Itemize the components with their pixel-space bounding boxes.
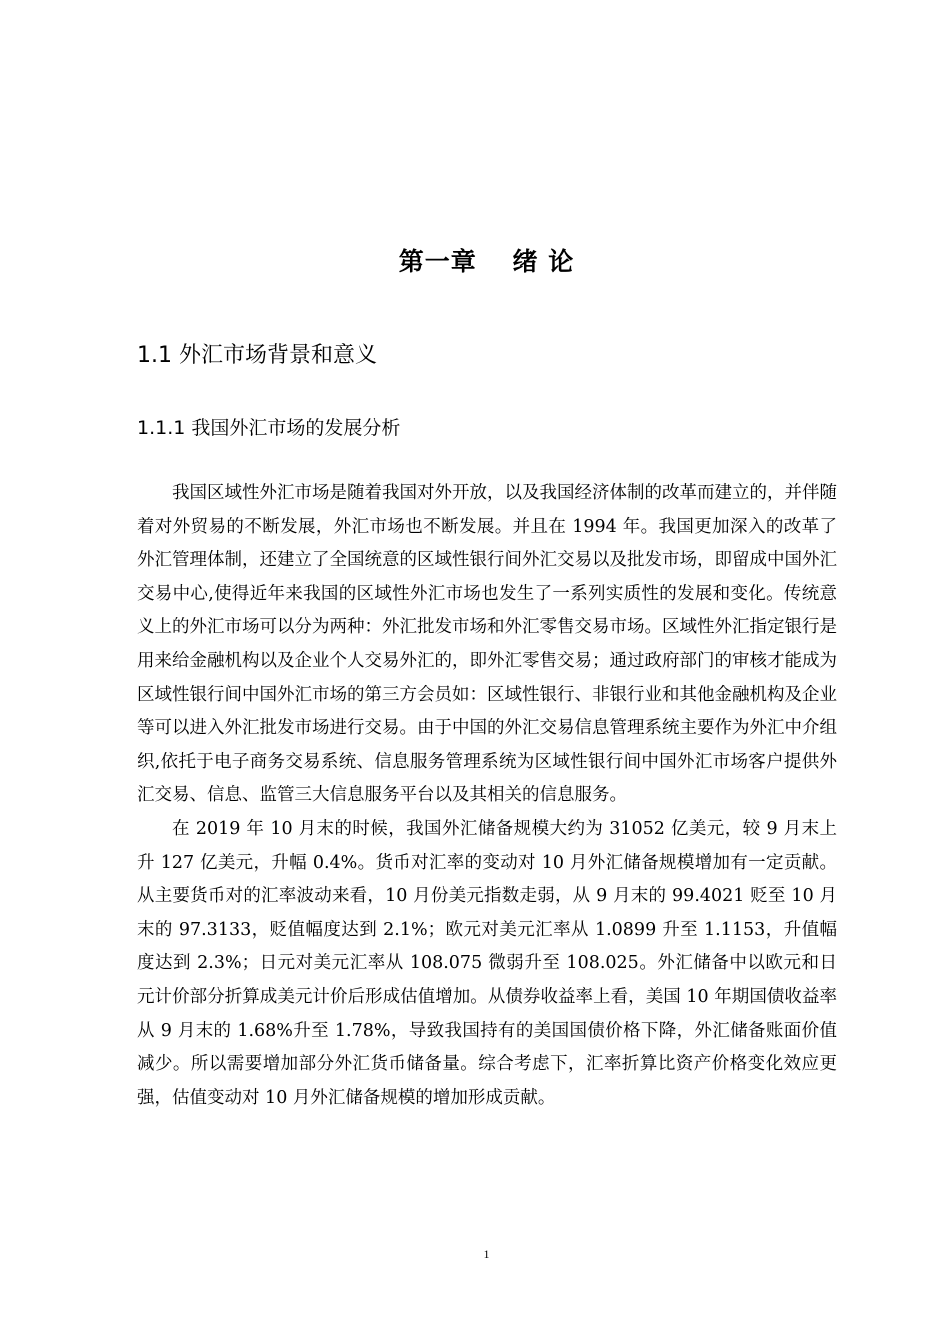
subsection-heading: 1.1.1 我国外汇市场的发展分析 — [137, 417, 401, 439]
paragraph: 我国区域性外汇市场是随着我国对外开放，以及我国经济体制的改革而建立的，并伴随着对外贸易的不断发展，外汇市场也不断发展。并且在 1994 年。我国更加深入的改革了外汇管理体制，还建立了全国统意的区域性银行间外汇交易以及批发市场，即留成中国外汇交易中心,使得近年来我国的区域性外汇市场也发生了一系列实质性的发展和变化。传统意义上的外汇市场可以分为两种：外汇批发市场和外汇零售交易市场。区域性外汇指定银行是用来给金融机构以及企业个人交易外汇的，即外汇零售交易；通过政府部门的审核才能成为区域性银行间中国外汇市场的第三方会员如：区域性银行、非银行业和其他金融机构及企业等可以进入外汇批发市场进行交易。由于中国的外汇交易信息管理系统主要作为外汇中介组织,依托于电子商务交易系统、信息服务管理系统为区域性银行间中国外汇市场客户提供外汇交易、信息、监管三大信息服务平台以及其相关的信息服务。 — [137, 483, 837, 806]
page-number: 1 — [483, 1247, 490, 1261]
body-text — [137, 477, 837, 1115]
paragraph: 在 2019 年 10 月末的时候，我国外汇储备规模大约为 31052 亿美元，较 9 月末上升 127 亿美元，升幅 0.4%。货币对汇率的变动对 10 月外汇储备规模增加有一定贡献。从主要货币对的汇率波动来看，10 月份美元指数走弱，从 9 月末的 99.4021 贬至 10 月末的 97.3133，贬值幅度达到 2.1%；欧元对美元汇率从 1.0899 升至 1.1153，升值幅度达到 2.3%；日元对美元汇率从 108.075 微弱升至 108.025。外汇储备中以欧元和日元计价部分折算成美元计价后形成估值增加。从债券收益率上看，美国 10 年期国债收益率从 9 月末的 1.68%升至 1.78%，导致我国持有的美国国债价格下降，外汇储备账面价值减少。所以需要增加部分外汇货币储备量。综合考虑下，汇率折算比资产价格变化效应更强，估值变动对 10 月外汇储备规模的增加形成贡献。 — [137, 818, 837, 1108]
chapter-title: 第一章 绪 论 — [398, 247, 575, 276]
section-heading: 1.1 外汇市场背景和意义 — [137, 343, 377, 368]
